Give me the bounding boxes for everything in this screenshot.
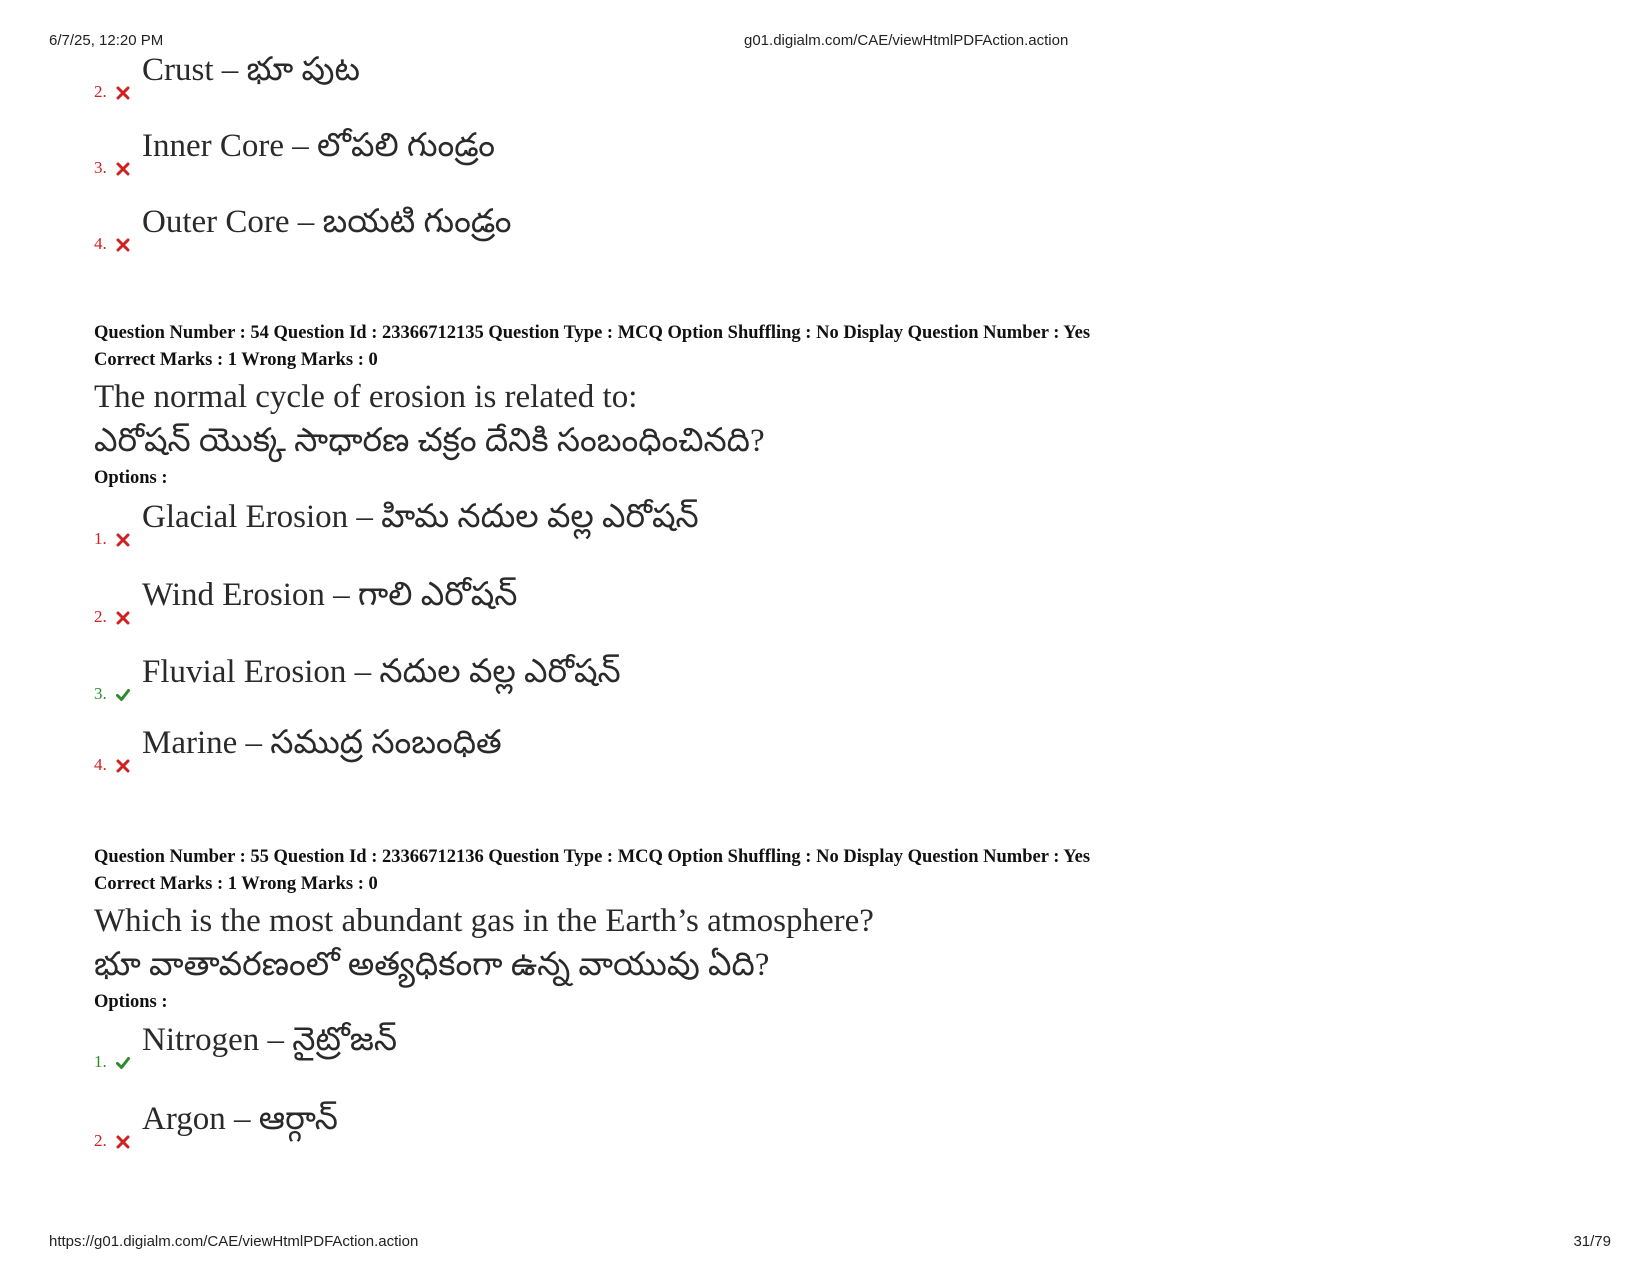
- question-text-english: Which is the most abundant gas in the Earth’s atmosphere?: [94, 903, 874, 939]
- option-text: Marine – సముద్ర సంబంధిత: [142, 725, 502, 761]
- wrong-cross-icon: [116, 1135, 130, 1149]
- option-number: 2.: [94, 607, 107, 626]
- option-number: 2.: [94, 82, 107, 101]
- option-number: 1.: [94, 529, 107, 548]
- question-meta: Question Number : 55 Question Id : 23366712136 Question Type : MCQ Option Shuffling : No Display Question Number : Yes: [94, 847, 1091, 867]
- option-number: 1.: [94, 1052, 107, 1071]
- option-text: Wind Erosion – గాలి ఎరోషన్: [142, 577, 518, 613]
- page-number: 31/79: [1573, 1233, 1611, 1250]
- question-text-telugu: భూ వాతావరణంలో అత్యధికంగా ఉన్న వాయువు ఏది?: [94, 947, 770, 983]
- wrong-cross-icon: [116, 86, 130, 100]
- print-datetime: 6/7/25, 12:20 PM: [49, 32, 164, 49]
- options-label: Options :: [94, 468, 168, 488]
- question-marks: Correct Marks : 1 Wrong Marks : 0: [94, 874, 378, 894]
- question-block: [94, 844, 1090, 1013]
- wrong-cross-icon: [116, 611, 130, 625]
- question-marks: Correct Marks : 1 Wrong Marks : 0: [94, 350, 378, 370]
- wrong-cross-icon: [116, 759, 130, 773]
- question-text-telugu: ఎరోషన్ యొక్క సాధారణ చక్రం దేనికి సంబంధించినది?: [94, 423, 765, 459]
- question-text-english: The normal cycle of erosion is related to:: [94, 379, 638, 415]
- wrong-cross-icon: [116, 533, 130, 547]
- option-text: Glacial Erosion – హిమ నదుల వల్ల ఎరోషన్: [142, 499, 699, 535]
- option-text: Argon – ఆర్గాన్: [142, 1101, 338, 1137]
- wrong-cross-icon: [116, 238, 130, 252]
- correct-check-icon: [116, 1056, 130, 1070]
- wrong-cross-icon: [116, 162, 130, 176]
- option-text: Crust – భూ పుట: [142, 52, 360, 88]
- print-header-url: g01.digialm.com/CAE/viewHtmlPDFAction.action: [744, 32, 1069, 49]
- correct-check-icon: [116, 688, 130, 702]
- option-number: 4.: [94, 234, 107, 253]
- option-text: Nitrogen – నైట్రోజన్: [142, 1022, 398, 1058]
- option-number: 3.: [94, 158, 107, 177]
- options-label: Options :: [94, 992, 168, 1012]
- option-number: 3.: [94, 684, 107, 703]
- question-block: [94, 320, 1090, 489]
- option-text: Inner Core – లోపలి గుండ్రం: [142, 128, 495, 164]
- option-number: 2.: [94, 1131, 107, 1150]
- option-text: Outer Core – బయటి గుండ్రం: [142, 204, 512, 240]
- print-footer-url: https://g01.digialm.com/CAE/viewHtmlPDFAction.action: [49, 1233, 419, 1250]
- option-text: Fluvial Erosion – నదుల వల్ల ఎరోషన్: [142, 654, 621, 690]
- question-meta: Question Number : 54 Question Id : 23366712135 Question Type : MCQ Option Shuffling : No Display Question Number : Yes: [94, 323, 1091, 343]
- option-number: 4.: [94, 755, 107, 774]
